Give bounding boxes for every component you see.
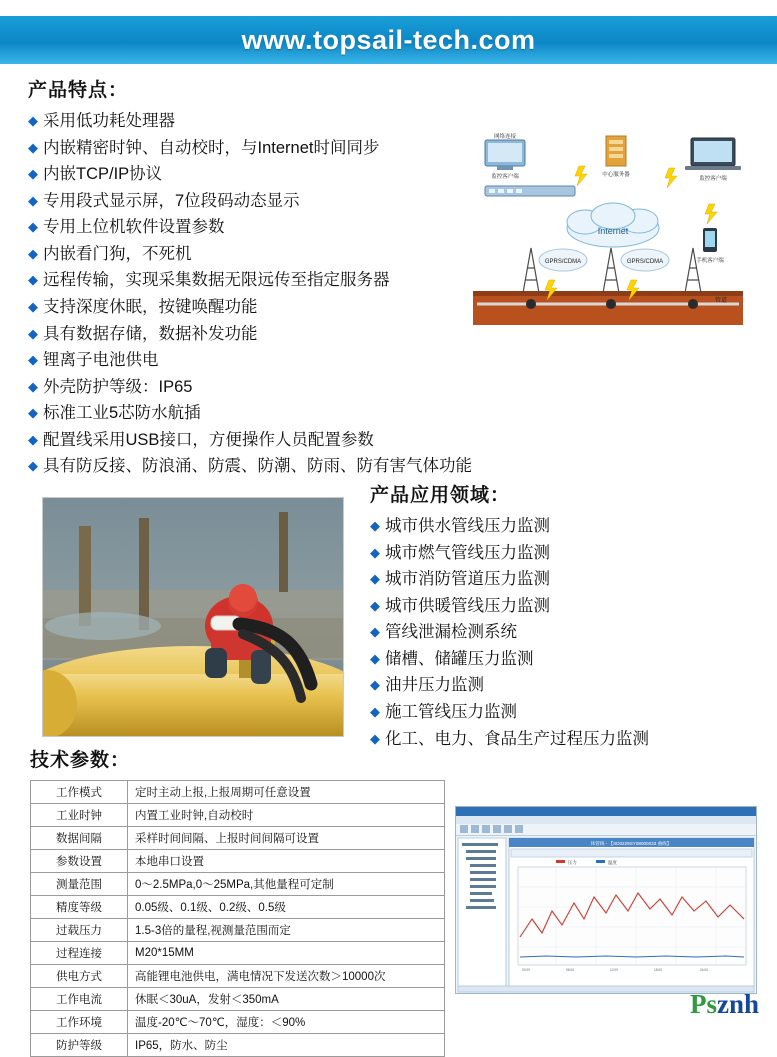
list-item-label: 城市供水管线压力监测 [385, 517, 550, 535]
table-cell-key: 参数设置 [31, 850, 128, 873]
svg-text:18:00: 18:00 [654, 968, 662, 972]
network-topology-diagram [463, 108, 753, 338]
diamond-bullet-icon: ◆ [370, 624, 380, 640]
diamond-bullet-icon: ◆ [28, 192, 38, 208]
list-item [370, 594, 770, 620]
list-item-label: 城市供暖管线压力监测 [385, 596, 550, 615]
list-item-label: 支持深度休眠，按键唤醒功能 [43, 297, 258, 316]
list-item-label: 内嵌TCP/IP协议 [43, 165, 163, 184]
diamond-bullet-icon: ◆ [28, 431, 38, 447]
application-fields-title: 产品应用领域： [370, 485, 511, 506]
list-item [28, 189, 488, 215]
list-item-label: 内嵌精密时钟、自动校时，与Internet时间同步 [43, 138, 380, 157]
list-item [28, 454, 488, 480]
table-row [31, 896, 445, 919]
table-row [31, 942, 445, 965]
table-cell-key: 工作环境 [31, 1011, 128, 1034]
svg-text:00:00: 00:00 [522, 968, 530, 972]
table-row [31, 919, 445, 942]
product-features-title: 产品特点： [28, 80, 129, 101]
table-cell-value: M20*15MM [128, 942, 445, 965]
svg-text:手机客户端: 手机客户端 [696, 258, 724, 264]
table-row [31, 965, 445, 988]
table-cell-key: 供电方式 [31, 965, 128, 988]
list-item-label: 具有防反接、防浪涌、防震、防潮、防雨、防有害气体功能 [43, 457, 472, 476]
svg-text:监控客户端: 监控客户端 [699, 176, 727, 182]
table-cell-value: 高能锂电池供电，满电情况下发送次数＞10000次 [128, 965, 445, 988]
svg-text:体管线 - 【SD0229SY08000033 曲线】: 体管线 - 【SD0229SY08000033 曲线】 [590, 841, 672, 846]
list-item [28, 268, 488, 294]
svg-text:06:00: 06:00 [566, 968, 574, 972]
table-cell-value: 采样时间间隔、上报时间间隔可设置 [128, 827, 445, 850]
list-item-label: 化工、电力、食品生产过程压力监测 [385, 729, 649, 748]
table-row [31, 1034, 445, 1057]
diamond-bullet-icon: ◆ [28, 378, 38, 394]
product-features-list [28, 109, 488, 480]
diamond-bullet-icon: ◆ [370, 571, 380, 587]
table-cell-value: 休眠＜30uA，发射＜350mA [128, 988, 445, 1011]
table-cell-value: IP65，防水、防尘 [128, 1034, 445, 1057]
application-fields-section [370, 480, 770, 753]
list-item-label: 油井压力监测 [385, 676, 484, 695]
svg-text:管道: 管道 [715, 298, 728, 304]
table-row [31, 804, 445, 827]
svg-text:GPRS/CDMA: GPRS/CDMA [626, 259, 664, 265]
product-features-section [28, 75, 488, 481]
table-cell-value: 0.05级、0.1级、0.2级、0.5级 [128, 896, 445, 919]
svg-text:中心服务器: 中心服务器 [602, 172, 630, 178]
list-item [28, 242, 488, 268]
table-cell-key: 数据间隔 [31, 827, 128, 850]
list-item-label: 标准工业5芯防水航插 [43, 404, 201, 423]
application-fields-list [370, 514, 770, 752]
table-row [31, 781, 445, 804]
svg-text:24:00: 24:00 [700, 968, 708, 972]
list-item [28, 401, 488, 427]
table-cell-value: 定时主动上报,上报周期可任意设置 [128, 781, 445, 804]
list-item [370, 620, 770, 646]
software-screenshot [455, 806, 757, 994]
list-item-label: 内嵌看门狗，不死机 [43, 244, 192, 263]
tech-parameters-section [30, 745, 450, 1057]
list-item-label: 施工管线压力监测 [385, 702, 517, 721]
logo-text-blue: znh [716, 989, 759, 1019]
svg-text:12:00: 12:00 [610, 968, 618, 972]
table-row [31, 1011, 445, 1034]
diamond-bullet-icon: ◆ [28, 325, 38, 341]
diamond-bullet-icon: ◆ [28, 298, 38, 314]
field-application-photo [42, 497, 344, 737]
list-item [370, 567, 770, 593]
diamond-bullet-icon: ◆ [28, 405, 38, 421]
table-row [31, 850, 445, 873]
tech-parameters-table [30, 780, 445, 1057]
diamond-bullet-icon: ◆ [28, 245, 38, 261]
diamond-bullet-icon: ◆ [28, 219, 38, 235]
list-item [28, 375, 488, 401]
table-cell-value: 1.5-3倍的量程,视测量范围而定 [128, 919, 445, 942]
list-item-label: 外壳防护等级：IP65 [43, 377, 193, 396]
svg-text:压力: 压力 [568, 860, 577, 865]
list-item [28, 348, 488, 374]
website-url: www.topsail-tech.com [241, 24, 536, 55]
table-cell-key: 工作模式 [31, 781, 128, 804]
list-item [28, 109, 488, 135]
table-cell-key: 过载压力 [31, 919, 128, 942]
logo-text-green: Ps [689, 989, 717, 1019]
list-item [370, 673, 770, 699]
svg-text:监控客户端: 监控客户端 [491, 174, 519, 180]
table-cell-value: 内置工业时钟,自动校时 [128, 804, 445, 827]
svg-text:GPRS/CDMA: GPRS/CDMA [544, 259, 582, 265]
svg-text:网络连接: 网络连接 [493, 134, 517, 140]
table-row [31, 988, 445, 1011]
list-item-label: 锂离子电池供电 [43, 351, 159, 370]
site-banner [0, 16, 777, 64]
tech-parameters-title: 技术参数： [30, 750, 131, 771]
list-item [28, 322, 488, 348]
table-cell-key: 精度等级 [31, 896, 128, 919]
table-cell-key: 测量范围 [31, 873, 128, 896]
table-cell-key: 防护等级 [31, 1034, 128, 1057]
table-cell-value: 0～2.5MPa,0～25MPa,其他量程可定制 [128, 873, 445, 896]
table-cell-value: 本地串口设置 [128, 850, 445, 873]
table-row [31, 873, 445, 896]
table-row [31, 827, 445, 850]
diamond-bullet-icon: ◆ [370, 703, 380, 719]
list-item [28, 428, 488, 454]
diamond-bullet-icon: ◆ [370, 518, 380, 533]
diamond-bullet-icon: ◆ [370, 544, 380, 560]
table-cell-value: 温度-20℃～70℃，湿度：＜90% [128, 1011, 445, 1034]
list-item-label: 城市消防管道压力监测 [385, 570, 550, 589]
list-item [28, 162, 488, 188]
list-item-label: 储槽、储罐压力监测 [385, 649, 534, 668]
table-cell-key: 工业时钟 [31, 804, 128, 827]
svg-text:温度: 温度 [608, 860, 617, 865]
list-item [28, 136, 488, 162]
list-item-label: 配置线采用USB接口，方便操作人员配置参数 [43, 430, 374, 449]
diamond-bullet-icon: ◆ [28, 113, 38, 128]
list-item-label: 专用上位机软件设置参数 [43, 218, 225, 237]
diamond-bullet-icon: ◆ [370, 730, 380, 746]
list-item-label: 专用段式显示屏，7位段码动态显示 [43, 191, 300, 210]
diamond-bullet-icon: ◆ [370, 597, 380, 613]
list-item-label: 远程传输，实现采集数据无限远传至指定服务器 [43, 271, 390, 290]
diamond-bullet-icon: ◆ [28, 272, 38, 288]
svg-text:Internet: Internet [597, 226, 629, 236]
table-cell-key: 工作电流 [31, 988, 128, 1011]
list-item [28, 295, 488, 321]
list-item-label: 采用低功耗处理器 [43, 112, 175, 130]
diamond-bullet-icon: ◆ [370, 677, 380, 693]
table-cell-key: 过程连接 [31, 942, 128, 965]
list-item [370, 514, 770, 540]
diamond-bullet-icon: ◆ [28, 458, 38, 474]
diamond-bullet-icon: ◆ [370, 650, 380, 666]
company-logo [690, 989, 759, 1020]
list-item-label: 管线泄漏检测系统 [385, 623, 517, 642]
diamond-bullet-icon: ◆ [28, 352, 38, 368]
list-item [370, 700, 770, 726]
list-item-label: 城市燃气管线压力监测 [385, 543, 550, 562]
diamond-bullet-icon: ◆ [28, 139, 38, 155]
list-item [370, 647, 770, 673]
diamond-bullet-icon: ◆ [28, 166, 38, 182]
list-item [28, 215, 488, 241]
list-item [370, 541, 770, 567]
list-item-label: 具有数据存储，数据补发功能 [43, 324, 258, 343]
